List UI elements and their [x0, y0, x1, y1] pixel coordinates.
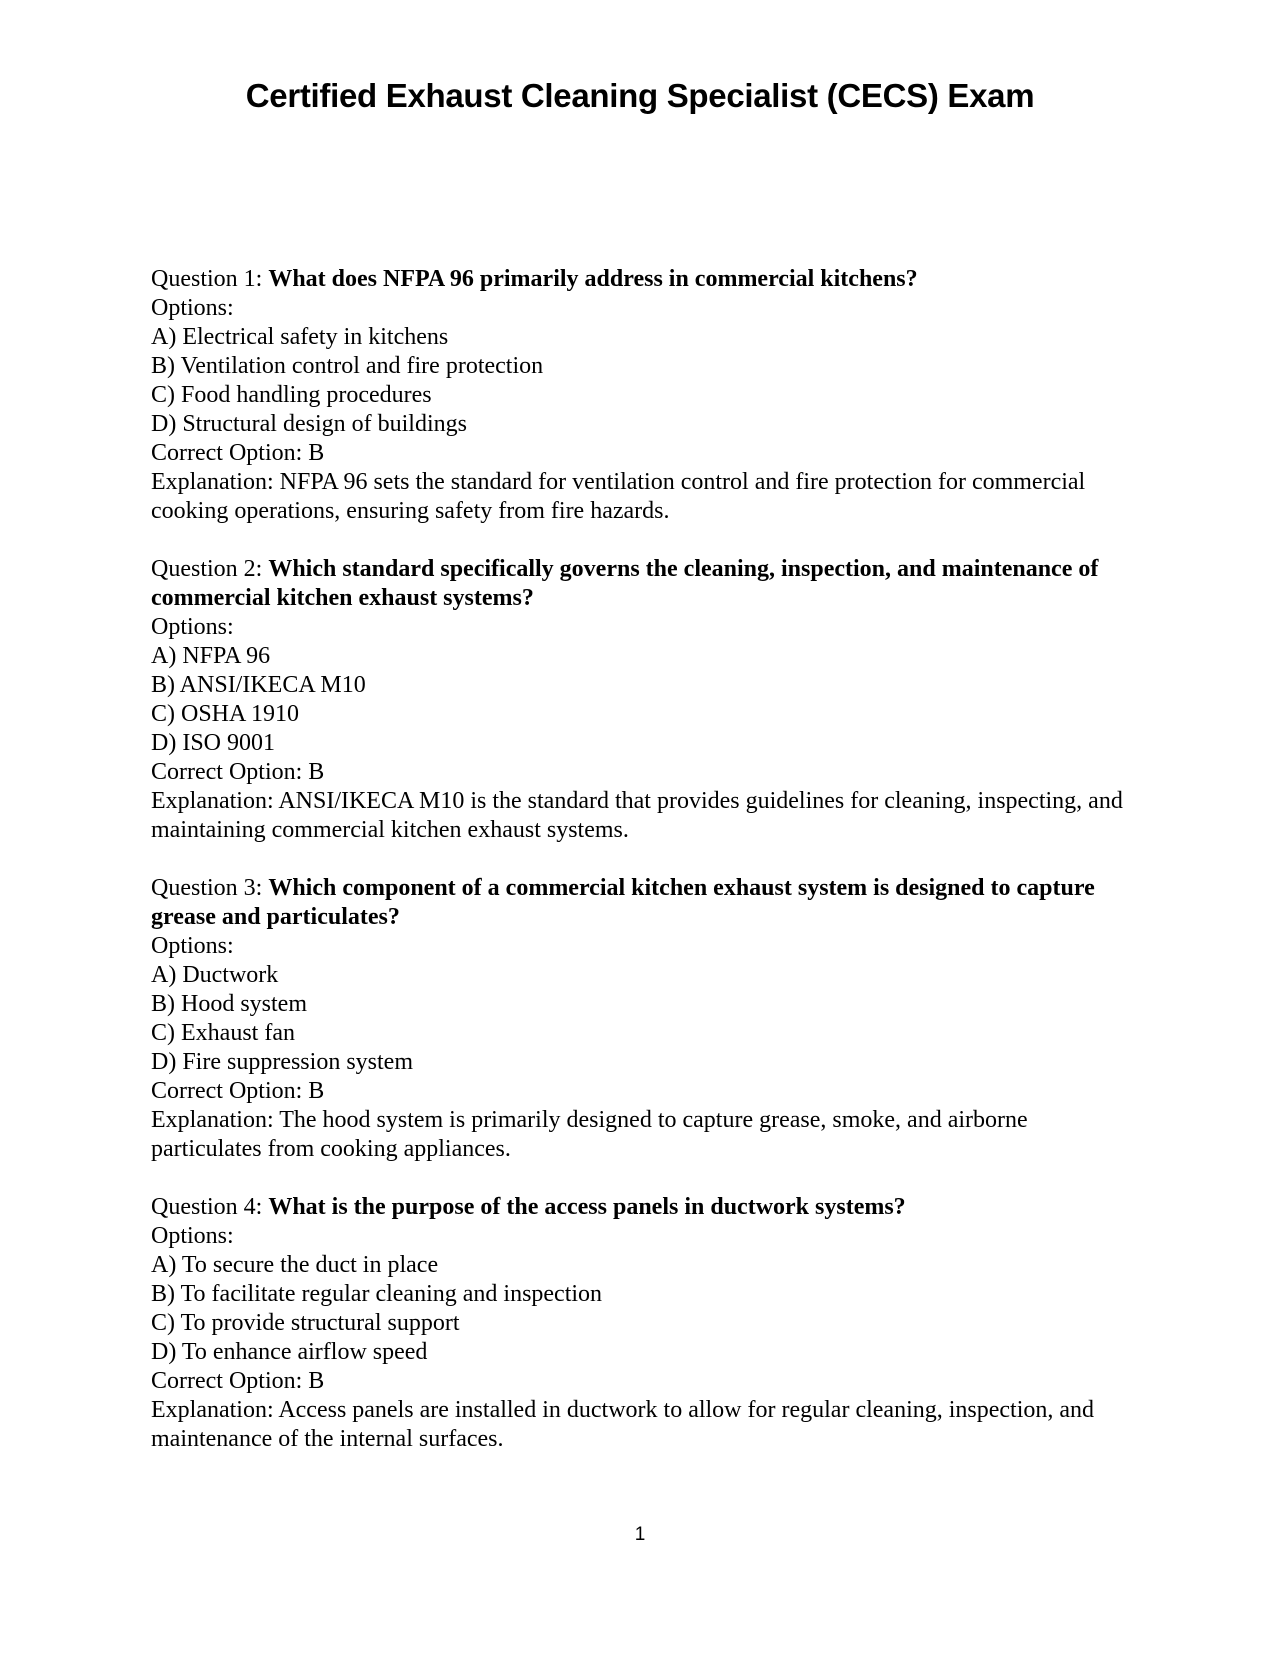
explanation: Explanation: NFPA 96 sets the standard for ventilation control and fire protection for commercial cooking operations, ensuring safety from fire hazards.: [151, 469, 1086, 524]
explanation: Explanation: Access panels are installed in ductwork to allow for regular cleaning, inspection, and maintenance of the internal surfaces.: [151, 1397, 1095, 1452]
correct-option: Correct Option: B: [151, 1368, 325, 1394]
question-label: Question 3:: [151, 875, 269, 901]
explanation: Explanation: ANSI/IKECA M10 is the standard that provides guidelines for cleaning, inspecting, and maintaining commercial kitchen exhaust systems.: [151, 788, 1123, 843]
question-text: Which component of a commercial kitchen exhaust system is designed to capture grease and particulates?: [151, 875, 1095, 930]
correct-option: Correct Option: B: [151, 1078, 325, 1104]
option-a: A) NFPA 96: [151, 643, 271, 669]
option-d: D) ISO 9001: [151, 730, 275, 756]
options-label: Options:: [151, 933, 234, 959]
options-label: Options:: [151, 295, 234, 321]
correct-option: Correct Option: B: [151, 440, 325, 466]
question-line: [151, 555, 1141, 613]
question-label: Question 2:: [151, 556, 269, 582]
option-a: A) Electrical safety in kitchens: [151, 324, 449, 350]
question-1: [151, 265, 1141, 526]
question-text: What is the purpose of the access panels in ductwork systems?: [268, 1194, 906, 1220]
question-label: Question 1:: [151, 266, 269, 292]
option-b: B) To facilitate regular cleaning and inspection: [151, 1281, 603, 1307]
question-2: [151, 555, 1141, 845]
option-c: C) Exhaust fan: [151, 1020, 295, 1046]
option-b: B) Hood system: [151, 991, 307, 1017]
option-c: C) OSHA 1910: [151, 701, 300, 727]
option-b: B) Ventilation control and fire protection: [151, 353, 544, 379]
option-d: D) To enhance airflow speed: [151, 1339, 428, 1365]
options-label: Options:: [151, 1223, 234, 1249]
option-a: A) To secure the duct in place: [151, 1252, 439, 1278]
question-4: [151, 1193, 1141, 1454]
question-text: Which standard specifically governs the cleaning, inspection, and maintenance of commercial kitchen exhaust systems?: [151, 556, 1099, 611]
question-label: Question 4:: [151, 1194, 269, 1220]
question-3: [151, 874, 1141, 1164]
option-d: D) Fire suppression system: [151, 1049, 413, 1075]
page-number: 1: [634, 1524, 646, 1545]
explanation: Explanation: The hood system is primarily designed to capture grease, smoke, and airborne particulates from cooking appliances.: [151, 1107, 1028, 1162]
page-title: Certified Exhaust Cleaning Specialist (CECS) Exam: [245, 77, 1035, 114]
option-b: B) ANSI/IKECA M10: [151, 672, 366, 698]
question-line: [151, 265, 1141, 294]
options-label: Options:: [151, 614, 234, 640]
correct-option: Correct Option: B: [151, 759, 325, 785]
option-c: C) Food handling procedures: [151, 382, 432, 408]
question-line: [151, 1193, 1141, 1222]
option-d: D) Structural design of buildings: [151, 411, 467, 437]
question-list: [151, 265, 1141, 1483]
option-c: C) To provide structural support: [151, 1310, 460, 1336]
question-line: [151, 874, 1141, 932]
option-a: A) Ductwork: [151, 962, 279, 988]
question-text: What does NFPA 96 primarily address in commercial kitchens?: [268, 266, 918, 292]
